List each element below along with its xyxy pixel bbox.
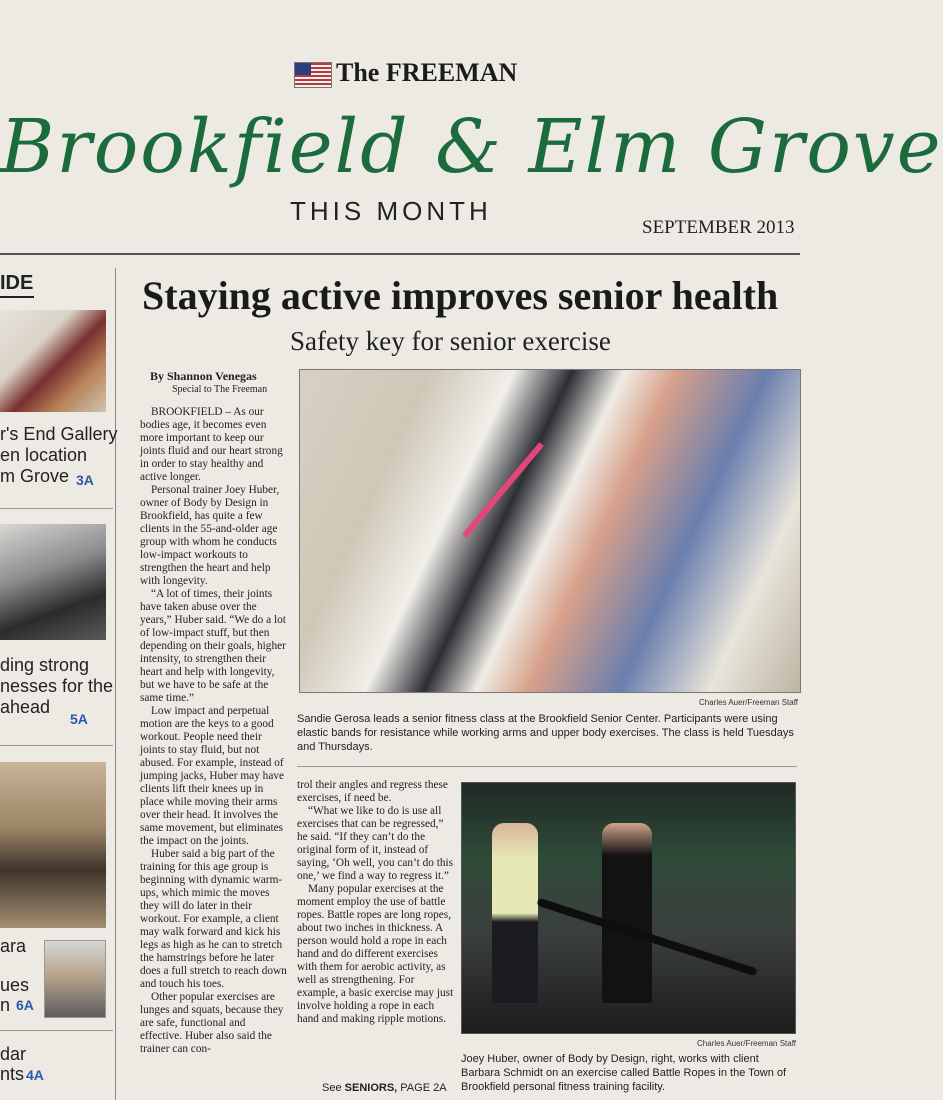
sidebar-item-4-line2[interactable]: nts (0, 1064, 25, 1084)
newspaper-name: The FREEMAN (336, 58, 518, 87)
publication-title: Brookfield & Elm Grove (0, 104, 943, 190)
see-page: PAGE 2A (400, 1082, 447, 1094)
photo-caption: Joey Huber, owner of Body by Design, right, works with client Barbara Schmidt on an exercise called Battle Ropes in the Town of Brookfield personal fitness training facility. (461, 1053, 787, 1093)
sidebar-divider (115, 268, 116, 1100)
car-photo (0, 524, 106, 640)
sidebar-item-3-line2[interactable]: ues (0, 975, 30, 995)
sidebar-rule (0, 508, 113, 509)
inside-label: IDE (0, 272, 34, 294)
see-section: SENIORS, (344, 1082, 398, 1094)
paragraph: “What we like to do is use all exercises that can be regressed,” he said. “If they can’t do the original form of it, instead of saying, ‘Oh well, you can’t do this one,’ we find a way to regress it.” (297, 805, 454, 882)
masthead-divider (0, 253, 800, 255)
fitness-class-photo (299, 369, 801, 693)
sidebar-item-1-page[interactable]: 3A (76, 472, 94, 488)
article-column-1 (140, 406, 288, 1090)
paragraph: trol their angles and regress these exercises, if need be. (297, 779, 448, 804)
article-headline: Staying active improves senior health (142, 273, 779, 318)
section-divider (297, 766, 797, 767)
photo-credit: Charles Auer/Freeman Staff (697, 1039, 797, 1048)
historic-portrait-photo (0, 762, 106, 928)
american-flag-icon (294, 62, 332, 88)
byline: By Shannon Venegas (150, 369, 257, 383)
article-subhead: Safety key for senior exercise (290, 326, 611, 356)
inside-underline (0, 296, 34, 298)
see-prefix: See (322, 1082, 342, 1094)
photo-caption: Sandie Gerosa leads a senior fitness class at the Brookfield Senior Center. Participants were using elastic bands for resistance while working arms and upper body exercises. The class is held Tuesdays and Thursdays. (297, 713, 794, 753)
sidebar-item-2-line3[interactable]: ahead (0, 697, 51, 717)
sidebar-item-1-line3[interactable]: m Grove (0, 466, 70, 486)
sidebar-item-1-line2[interactable]: en location (0, 445, 88, 465)
paragraph: BROOKFIELD – As our bodies age, it becomes even more important to keep our joints fluid and our heart strong in order to stay healthy and active longer. (140, 406, 283, 483)
paragraph: Many popular exercises at the moment employ the use of battle ropes. Battle ropes are long ropes, about two inches in thickness. A person would hold a rope in each hand and do different exercises with them for aerobic activity, as well as strengthening. For example, a basic exercise may just involve holding a rope in each hand and making ripple motions. (297, 883, 454, 1025)
byline-affiliation: Special to The Freeman (172, 384, 268, 395)
publication-subtitle: THIS MONTH (290, 196, 492, 226)
photo-credit: Charles Auer/Freeman Staff (699, 698, 799, 707)
sidebar-item-3-line1[interactable]: ara (0, 936, 27, 956)
sidebar-item-2-page[interactable]: 5A (70, 711, 88, 727)
gallery-photo (0, 310, 106, 412)
battle-ropes-photo (461, 782, 796, 1034)
article-column-2 (297, 779, 454, 1075)
sidebar-item-1-line1[interactable]: r's End Gallery (0, 424, 118, 444)
sidebar-rule (0, 1030, 113, 1031)
paragraph: Low impact and perpetual motion are the keys to a good workout. People need their joints to stay fluid, but not abused. For example, instead of jumping jacks, Huber may have clients lift their knees up in place while moving their arms over their head. It involves the same movement, but eliminates the impact on the joints. (140, 705, 284, 847)
continued-jump-link[interactable] (322, 1082, 447, 1094)
woman-portrait-photo (44, 940, 106, 1018)
paragraph: Personal trainer Joey Huber, owner of Body by Design in Brookfield, has quite a few clients in the 55-and-older age group with whom he conducts low-impact workouts to strengthen the heart and help with longevity. (140, 484, 280, 587)
sidebar-item-2-line1[interactable]: ding strong (0, 655, 90, 675)
sidebar-item-4-page[interactable]: 4A (26, 1067, 44, 1083)
paragraph: Huber said a big part of the training for this age group is beginning with dynamic warm-ups, which mimic the moves they will do later in their workout. For example, a client may walk forward and kick his legs as high as he can to stretch the hamstrings before he later does a full stretch to reach down and touch his toes. (140, 848, 287, 990)
sidebar-item-3-line3[interactable]: n (0, 995, 11, 1015)
sidebar-item-3-page[interactable]: 6A (16, 997, 34, 1013)
paragraph: “A lot of times, their joints have taken abuse over the years,” Huber said. “We do a lot of low-impact stuff, but then depending on their goals, higher intensity, to strengthen their heart and help with longevity, but we have to be safe at the same time.” (140, 588, 286, 704)
sidebar-item-2-line2[interactable]: nesses for the (0, 676, 114, 696)
sidebar-rule (0, 745, 113, 746)
sidebar-item-4-line1[interactable]: dar (0, 1044, 27, 1064)
paragraph: Other popular exercises are lunges and squats, because they are safe, functional and effective. Huber also said the trainer can con- (140, 991, 284, 1055)
issue-date: SEPTEMBER 2013 (642, 217, 795, 238)
